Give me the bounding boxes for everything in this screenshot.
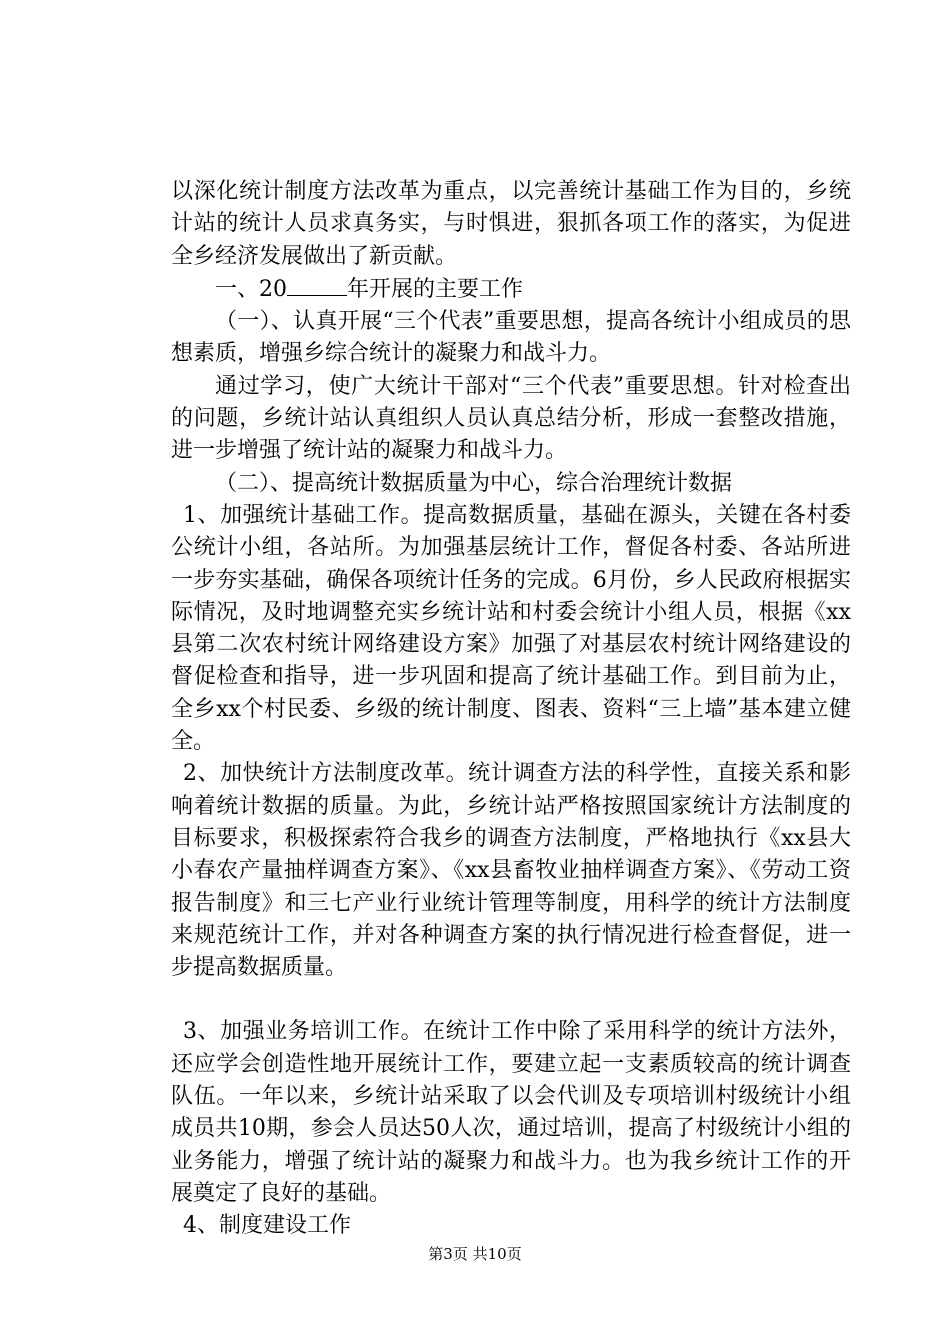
subheading-two: （二）、提高统计数据质量为中心，综合治理统计数据: [215, 470, 733, 496]
heading-year-suffix: 年开展的主要工作: [347, 276, 524, 302]
paragraph-item-3: 3、加强业务培训工作。在统计工作中除了采用科学的统计方法外，还应学会创造性地开展统计工作，要建立起一支素质较高的统计调查队伍。一年以来，乡统计站采取了以会代训及专项培训村级统计小组成员共10期，参会人员达50人次，通过培训，提高了村级统计小组的业务能力，增强了统计站的凝聚力和战斗力。也为我乡统计工作的开展奠定了良好的基础。: [171, 1019, 851, 1206]
page-number: 第3页 共10页: [428, 1245, 522, 1263]
paragraph-item-4: 4、制度建设工作: [183, 1213, 351, 1239]
document-body: [171, 176, 851, 1243]
paragraph-study: 通过学习，使广大统计干部对“三个代表”重要思想。针对检查出的问题，乡统计站认真组织人员认真总结分析，形成一套整改措施，进一步增强了统计站的凝聚力和战斗力。: [171, 373, 851, 464]
heading-year-prefix: 一、20: [215, 276, 287, 302]
year-blank: [287, 273, 347, 296]
section-heading-main-work: [171, 273, 851, 306]
paragraph-item-2: 2、加快统计方法制度改革。统计调查方法的科学性，直接关系和影响着统计数据的质量。为此，乡统计站严格按照国家统计方法制度的目标要求，积极探索符合我乡的调查方法制度，严格地执行《xx县大小春农产量抽样调查方案》、《xx县畜牧业抽样调查方案》、《劳动工资报告制度》和三七产业行业统计管理等制度，用科学的统计方法制度来规范统计工作，并对各种调查方案的执行情况进行检查督促，进一步提高数据质量。: [171, 761, 851, 981]
subheading-one: （一）、认真开展“三个代表”重要思想，提高各统计小组成员的思想素质，增强乡综合统计的凝聚力和战斗力。: [171, 309, 851, 367]
page-footer: [0, 1243, 950, 1264]
paragraph-intro: 以深化统计制度方法改革为重点，以完善统计基础工作为目的，乡统计站的统计人员求真务实，与时惧进，狠抓各项工作的落实，为促进全乡经济发展做出了新贡献。: [171, 179, 851, 269]
paragraph-item-1: 1、加强统计基础工作。提高数据质量，基础在源头，关键在各村委公统计小组，各站所。为加强基层统计工作，督促各村委、各站所进一步夯实基础，确保各项统计任务的完成。6月份，乡人民政府根据实际情况，及时地调整充实乡统计站和村委会统计小组人员，根据《xx县第二次农村统计网络建设方案》加强了对基层农村统计网络建设的督促检查和指导，进一步巩固和提高了统计基础工作。到目前为止，全乡xx个村民委、乡级的统计制度、图表、资料“三上墙”基本建立健全。: [171, 502, 851, 755]
